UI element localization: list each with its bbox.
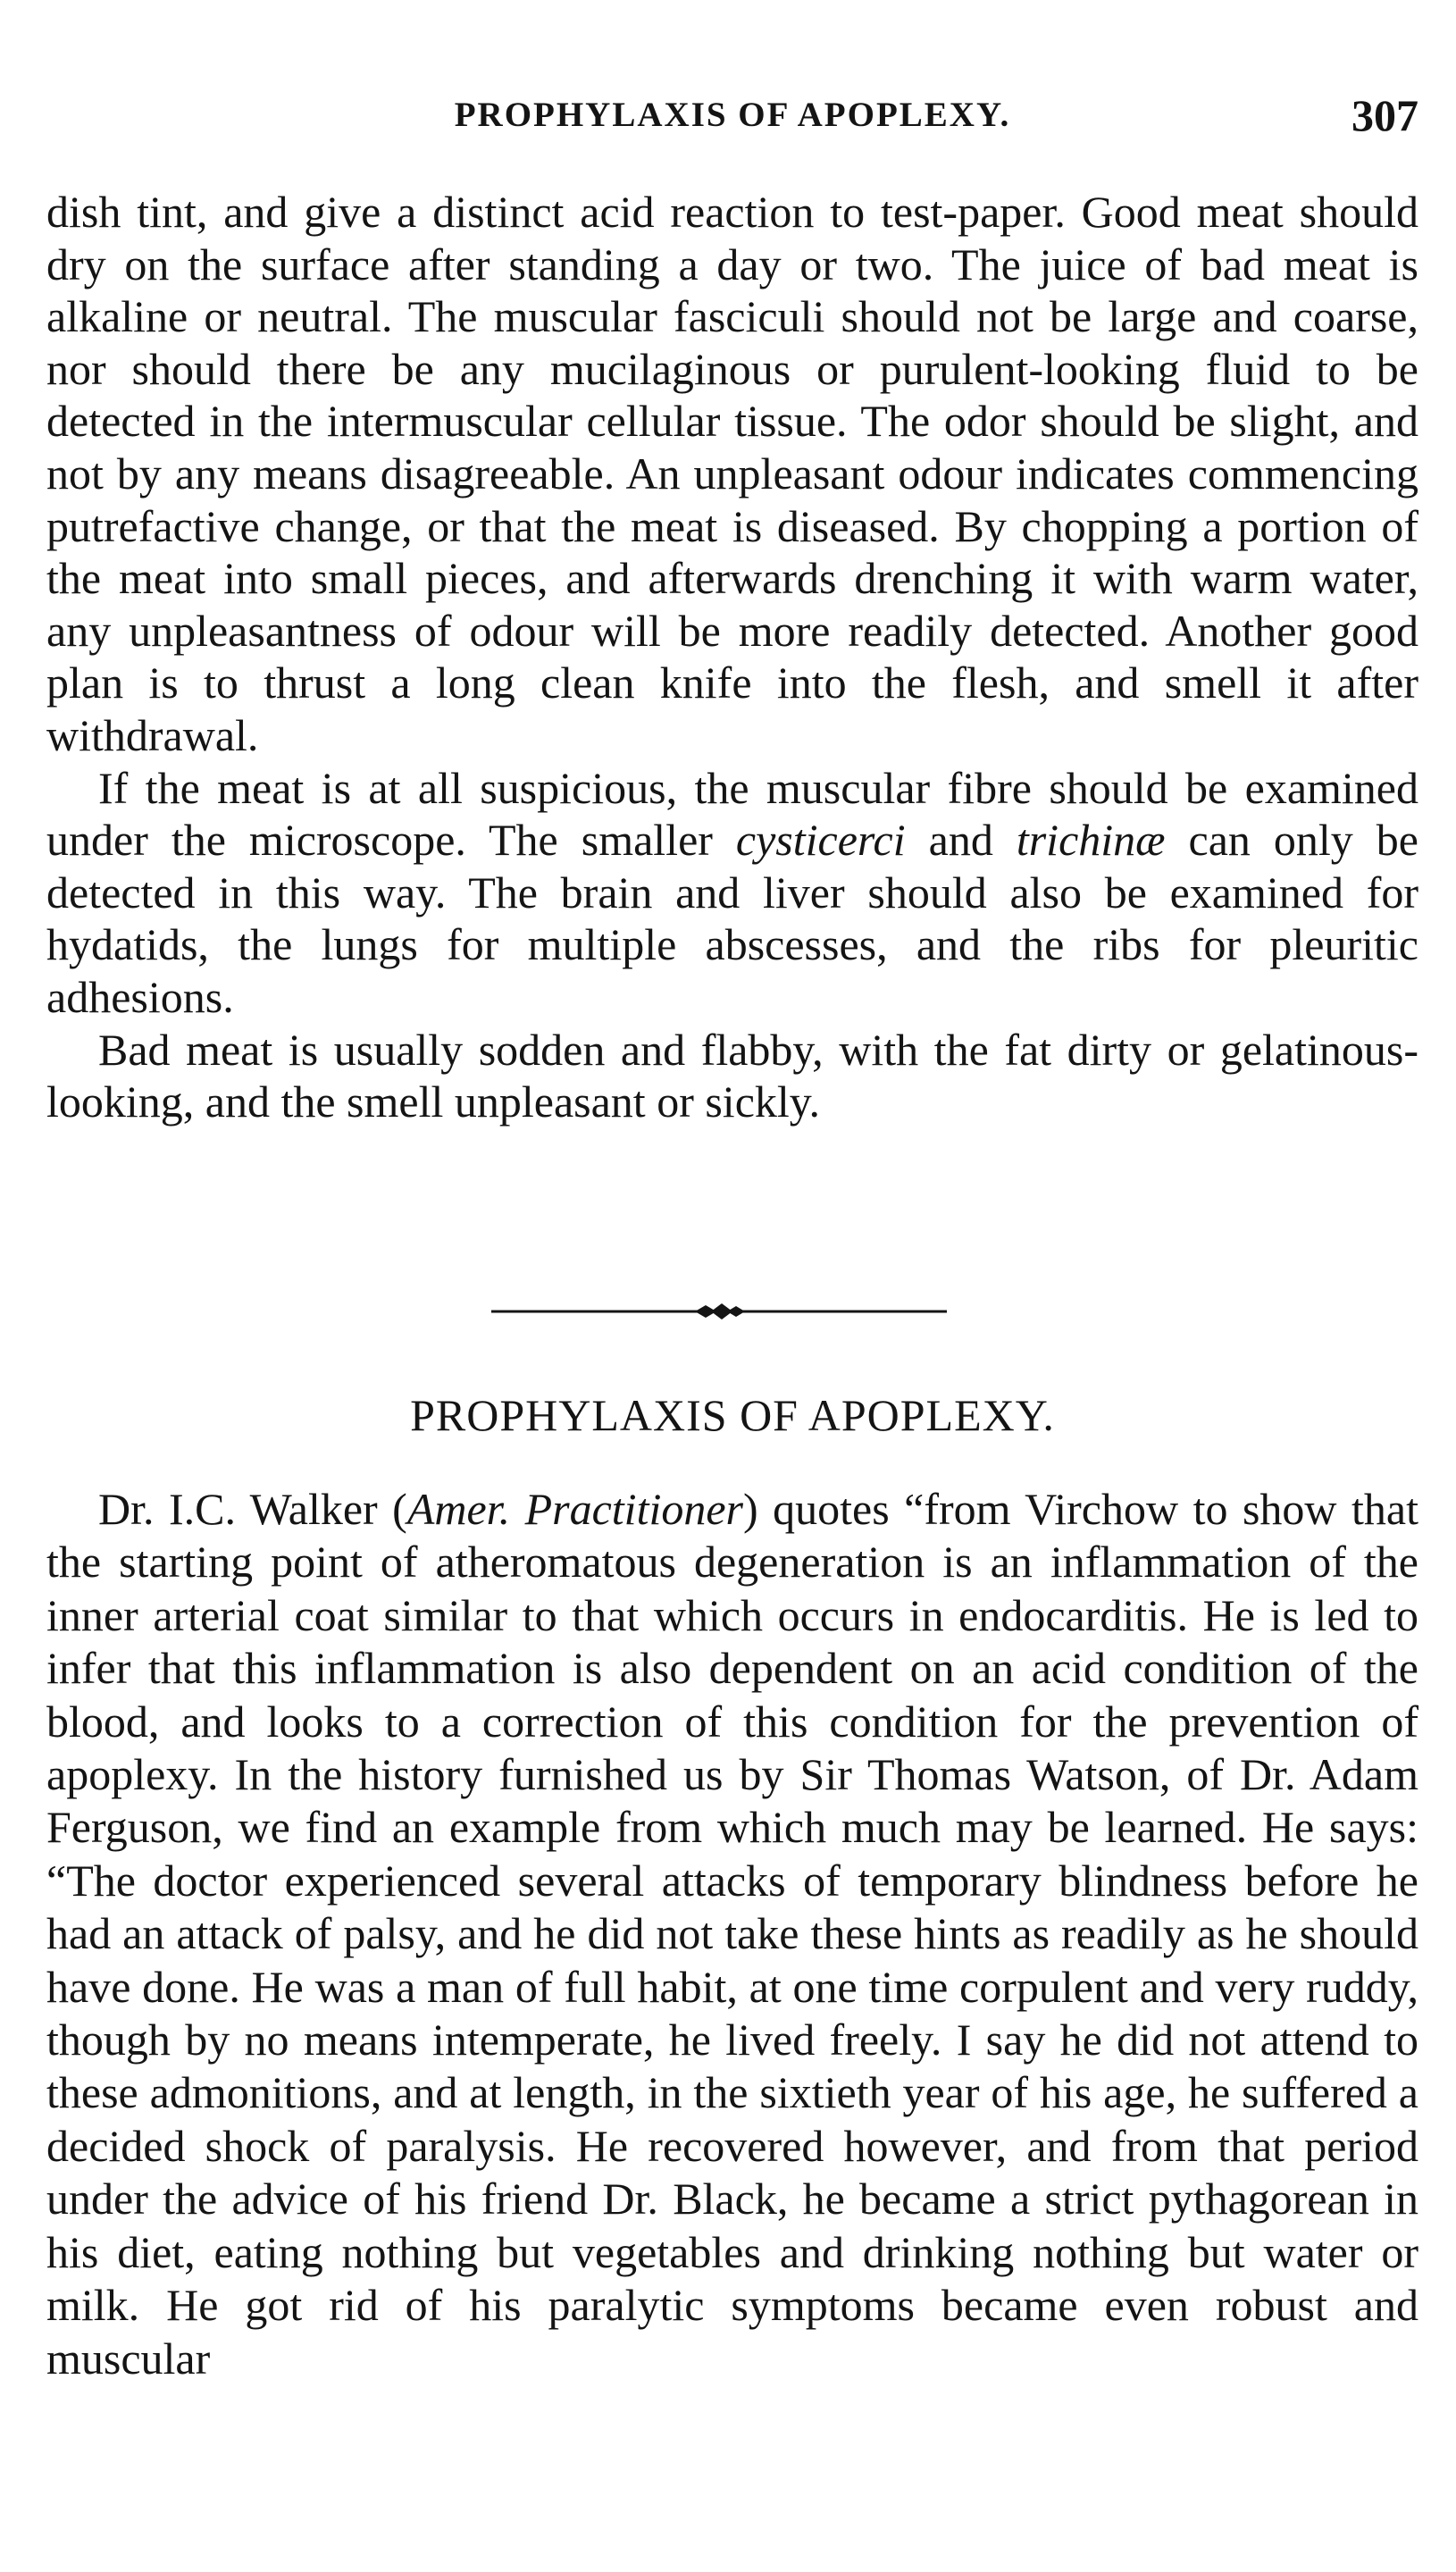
section-heading: PROPHYLAXIS OF APOPLEXY. [410, 1390, 1055, 1440]
section-1-text [46, 186, 1418, 1128]
paragraph-1: dish tint, and give a distinct acid reaction to test-paper. Good meat should dry on the surface after standing a day or two. The juice of bad meat is alkaline or neutral. The muscular fasciculi should not be large and coarse, nor should there be any mucilaginous or purulent-looking fluid to be detected in the intermuscular cellular tissue. The odor should be slight, and not by any means disagreeable. An unpleasant odour indicates commencing putrefactive change, or that the meat is diseased. By chopping a portion of the meat into small pieces, and afterwards drenching it with warm water, any unpleasantness of odour will be more readily detected. Another good plan is to thrust a long clean knife into the flesh, and smell it after withdrawal. [46, 187, 1418, 760]
paragraph-4 [46, 1483, 1418, 2385]
italic-journal-title: Amer. Practitioner [406, 1484, 744, 1534]
paragraph-3: Bad meat is usually sodden and flabby, with the fat dirty or gelatinous-looking, and the smell unpleasant or sickly. [46, 1024, 1418, 1127]
paragraph-2 [46, 762, 1418, 1024]
italic-term-trichinae: trichinæ [1016, 815, 1166, 866]
section-2-text [46, 1483, 1418, 2385]
italic-term-cysticerci: cysticerci [735, 815, 906, 866]
paragraph-4-text-a: Dr. I.C. Walker ( [98, 1484, 407, 1534]
running-title: PROPHYLAXIS OF APOPLEXY. [454, 96, 1011, 134]
paragraph-2-text-c: can only be detected in this way. The brain and liver should also be examined for hydatids, the lungs for multiple abscesses, and the ribs for pleuritic adhesions. [46, 815, 1418, 1022]
paragraph-2-text-a: If the meat is at all suspicious, the muscular fibre should be examined under the microscope. The smaller [46, 762, 1418, 866]
running-header [46, 89, 1418, 143]
paragraph-4-text-b: ) quotes “from Virchow to show that the starting point of atheromatous degeneration is an inflammation of the inner arterial coat similar to that which occurs in endocarditis. He is led to infer that this inflammation is also dependent on an acid condition of the blood, and looks to a correction of this condition for the prevention of apoplexy. In the history furnished us by Sir Thomas Watson, of Dr. Adam Ferguson, we find an example from which much may be learned. He says: “The doctor experienced several attacks of temporary blindness before he had an attack of palsy, and he did not take these hints as readily as he should have done. He was a man of full habit, at one time corpulent and very ruddy, though by no means intemperate, he lived freely. I say he did not attend to these admonitions, and at length, in the sixtieth year of his age, he suffered a decided shock of paralysis. He recovered however, and from that period under the advice of his friend Dr. Black, he became a strict pythagorean in his diet, eating nothing but vegetables and drinking nothing but water or milk. He got rid of his paralytic symptoms became even robust and muscular [46, 1484, 1419, 2383]
paragraph-2-text-b: and [905, 815, 1017, 866]
section-divider-ornament [491, 1301, 947, 1322]
page-number: 307 [1351, 90, 1418, 140]
